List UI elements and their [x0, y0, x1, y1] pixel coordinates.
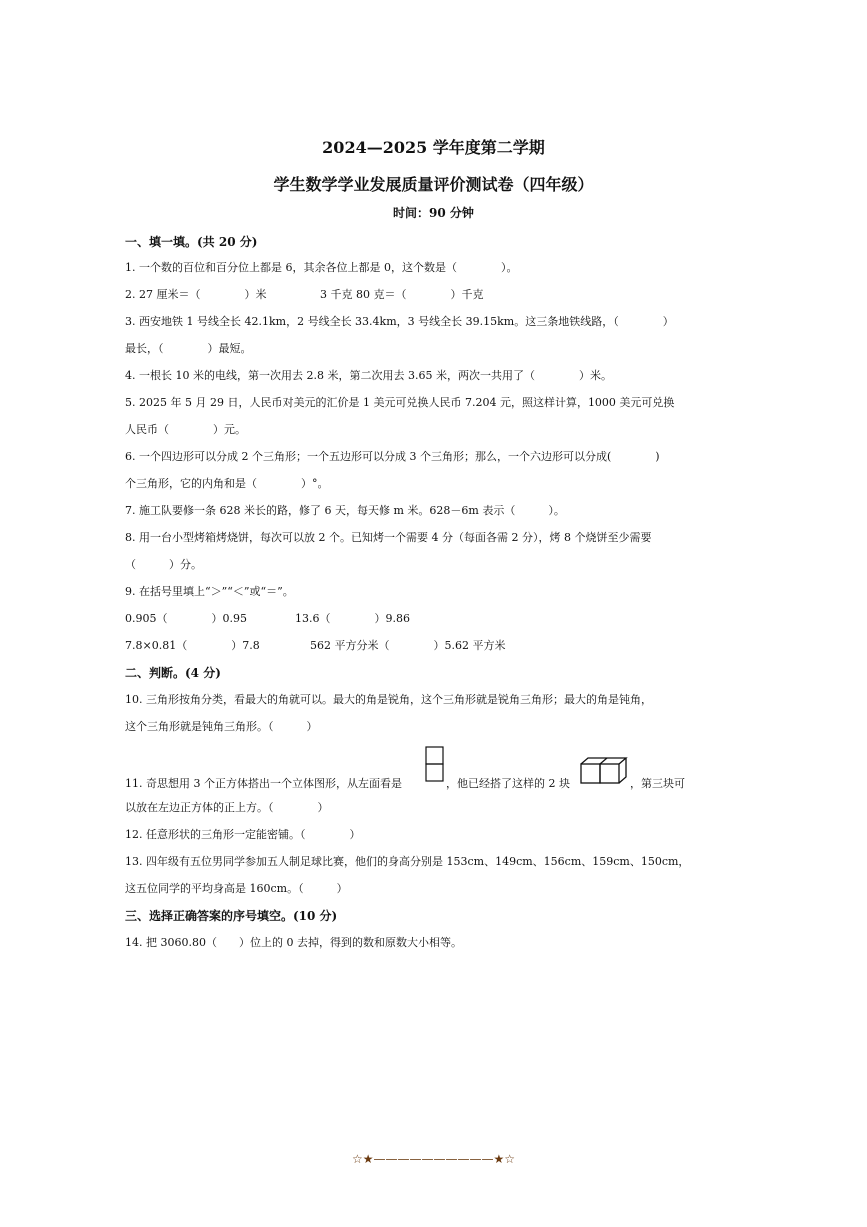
question-10-line2: 这个三角形就是钝角三角形。（ ） [125, 720, 318, 733]
left-view-figure [425, 746, 445, 784]
question-9-row1b: 13.6（ ）9.86 [295, 612, 410, 625]
section-2-heading: 二、判断。(4 分) [125, 666, 221, 680]
question-11-line1c: ，第三块可 [630, 777, 685, 790]
question-13-line2: 这五位同学的平均身高是 160cm。（ ） [125, 882, 348, 895]
question-10-line1: 10. 三角形按角分类，看最大的角就可以。最大的角是锐角，这个三角形就是锐角三角形；最大的角是钝角， [125, 693, 652, 706]
exam-time: 时间：90 分钟 [393, 206, 474, 220]
question-1: 1. 一个数的百位和百分位上都是 6，其余各位上都是 0，这个数是（ ）。 [125, 261, 518, 274]
question-12: 12. 任意形状的三角形一定能密铺。（ ） [125, 828, 361, 841]
question-8-line2: （ ）分。 [125, 558, 202, 571]
question-2a: 2. 27 厘米＝（ ）米 [125, 288, 267, 301]
question-6-line2: 个三角形，它的内角和是（ ）°。 [125, 477, 329, 490]
exam-year-title: 2024—2025 学年度第二学期 [322, 138, 545, 157]
question-14: 14. 把 3060.80（ ）位上的 0 去掉，得到的数和原数大小相等。 [125, 936, 462, 949]
question-5-line1: 5. 2025 年 5 月 29 日，人民币对美元的汇价是 1 美元可兑换人民币 7.204 元，照这样计算，1000 美元可兑换 [125, 396, 675, 409]
question-11-line2: 以放在左边正方体的正上方。（ ） [125, 801, 329, 814]
exam-title: 学生数学学业发展质量评价测试卷（四年级） [273, 175, 594, 194]
question-11-line1a: 11. 奇思想用 3 个正方体搭出一个立体图形，从左面看是 [125, 777, 402, 790]
page-footer-decoration: ☆★——————————★☆ [351, 1152, 516, 1166]
question-6-line1: 6. 一个四边形可以分成 2 个三角形；一个五边形可以分成 3 个三角形；那么，一个六边形可以分成( ) [125, 450, 660, 463]
section-1-heading: 一、填一填。(共 20 分) [125, 235, 258, 249]
question-8-line1: 8. 用一台小型烤箱烤烧饼，每次可以放 2 个。已知烤一个需要 4 分（每面各需 2 分），烤 8 个烧饼至少需要 [125, 531, 652, 544]
question-5-line2: 人民币（ ）元。 [125, 423, 246, 436]
question-3-line1: 3. 西安地铁 1 号线全长 42.1km，2 号线全长 33.4km，3 号线全长 39.15km。这三条地铁线路，（ ） [125, 315, 674, 328]
question-9-row1a: 0.905（ ）0.95 [125, 612, 247, 625]
question-13-line1: 13. 四年级有五位男同学参加五人制足球比赛，他们的身高分别是 153cm、149cm、156cm、159cm、150cm， [125, 855, 690, 868]
section-3-heading: 三、选择正确答案的序号填空。(10 分) [125, 909, 338, 923]
question-11-line1b: ，他已经搭了这样的 2 块 [446, 777, 570, 790]
question-9-row2a: 7.8×0.81（ ）7.8 [125, 639, 260, 652]
question-2b: 3 千克 80 克＝（ ）千克 [320, 288, 484, 301]
question-9-row2b: 562 平方分米（ ）5.62 平方米 [310, 639, 506, 652]
question-4: 4. 一根长 10 米的电线，第一次用去 2.8 米，第二次用去 3.65 米，两次一共用了（ ）米。 [125, 369, 612, 382]
question-9: 9. 在括号里填上“＞”“＜”或“＝”。 [125, 585, 294, 598]
two-cubes-figure [580, 757, 628, 787]
question-7: 7. 施工队要修一条 628 米长的路，修了 6 天，每天修 m 米。628－6m 表示（ ）。 [125, 504, 565, 517]
question-3-line2: 最长，（ ）最短。 [125, 342, 252, 355]
